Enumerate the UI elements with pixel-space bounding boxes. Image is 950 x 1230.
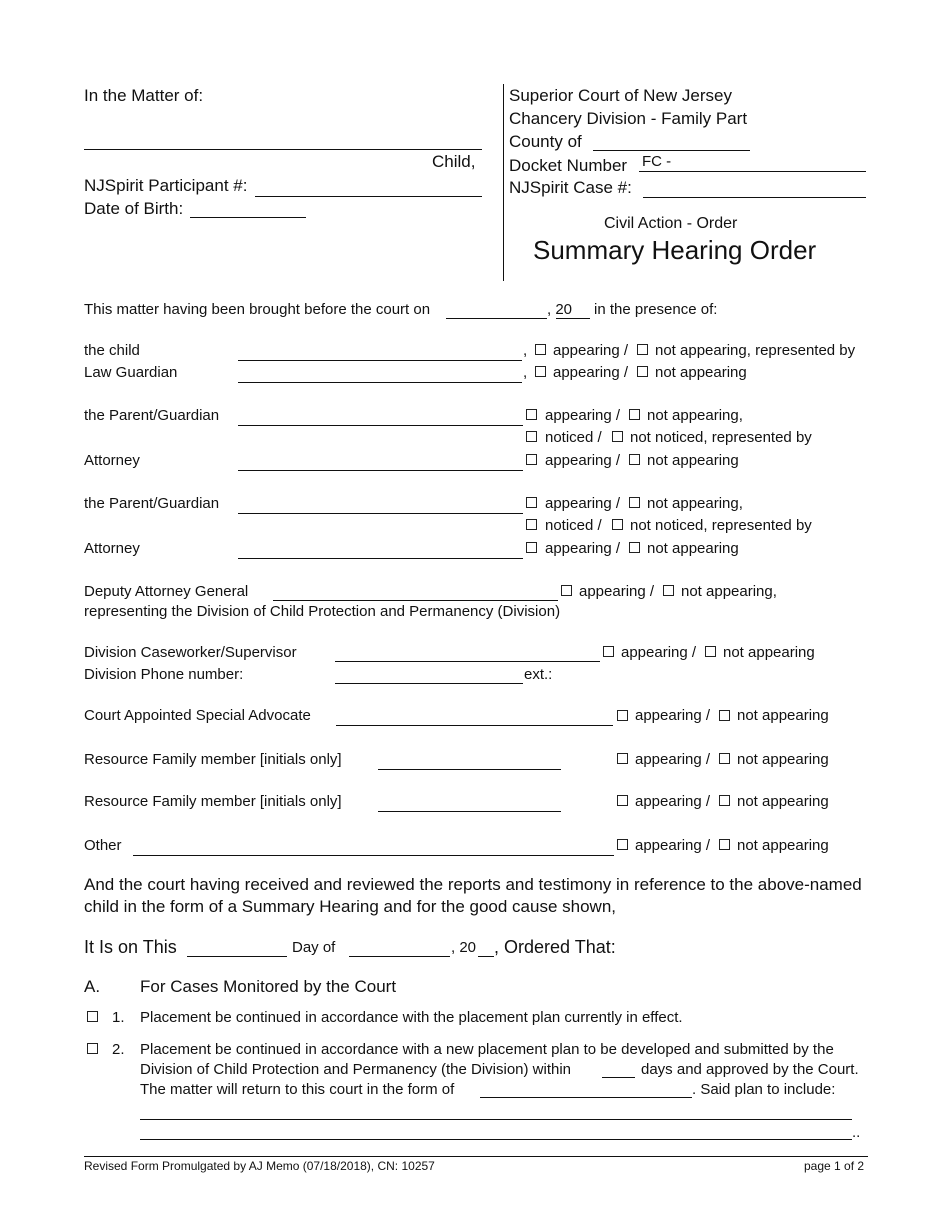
- item2-line2a: Division of Child Protection and Permanency (the Division) within: [140, 1061, 572, 1078]
- not-appearing-label: not appearing: [737, 793, 829, 810]
- item2-line3a: The matter will return to this court in the form of: [140, 1081, 455, 1098]
- item2-line1: Placement be continued in accordance with a new placement plan to be developed and submitted by the: [140, 1041, 834, 1058]
- child-party-field[interactable]: [238, 360, 522, 361]
- resource-family1-label: Resource Family member [initials only]: [84, 751, 342, 768]
- appearing-label: appearing /: [635, 707, 711, 724]
- parent2-appearing-checkbox[interactable]: [526, 497, 537, 508]
- attorney2-label: Attorney: [84, 540, 140, 557]
- dag-not-appearing-checkbox[interactable]: [663, 585, 674, 596]
- not-appearing-label: not appearing,: [681, 583, 777, 600]
- parent2-not-noticed-checkbox[interactable]: [612, 519, 623, 530]
- caption-divider: [503, 84, 504, 281]
- in-matter-of-label: In the Matter of:: [84, 86, 204, 105]
- parent1-not-appearing-checkbox[interactable]: [629, 409, 640, 420]
- intro-text: This matter having been brought before the court on: [84, 301, 431, 318]
- other-field[interactable]: [133, 855, 614, 856]
- appearing-label: appearing /: [545, 452, 621, 469]
- ext-label: ext.:: [524, 666, 553, 683]
- rf2-not-appearing-checkbox[interactable]: [719, 795, 730, 806]
- dag-field[interactable]: [273, 600, 558, 601]
- not-appearing-label: not appearing, represented by: [655, 342, 856, 359]
- phone-label: Division Phone number:: [84, 666, 244, 683]
- appearing-label: appearing /: [545, 540, 621, 557]
- court-name: Superior Court of New Jersey: [509, 86, 732, 105]
- order-year-field[interactable]: [478, 956, 494, 957]
- appearing-label: appearing /: [579, 583, 655, 600]
- hearing-year-field[interactable]: [556, 318, 590, 319]
- docket-number-field[interactable]: FC -: [639, 153, 866, 172]
- casa-field[interactable]: [336, 725, 613, 726]
- parent2-noticed-checkbox[interactable]: [526, 519, 537, 530]
- section-a-letter: A.: [84, 977, 101, 996]
- plan-days-field[interactable]: [602, 1077, 635, 1078]
- appearing-label: appearing /: [635, 793, 711, 810]
- plan-details-line2[interactable]: [140, 1139, 852, 1140]
- plan-details-line1[interactable]: [140, 1119, 852, 1120]
- parent2-not-appearing-checkbox[interactable]: [629, 497, 640, 508]
- civil-action-label: Civil Action - Order: [604, 215, 738, 232]
- parent1-field[interactable]: [238, 425, 523, 426]
- dob-label: Date of Birth:: [84, 199, 184, 218]
- appearing-label: appearing /: [545, 495, 621, 512]
- hearing-date-field[interactable]: [446, 318, 547, 319]
- case-number-field[interactable]: [643, 197, 866, 198]
- caseworker-not-appearing-checkbox[interactable]: [705, 646, 716, 657]
- other-appearing-checkbox[interactable]: [617, 839, 628, 850]
- footer-rule: [84, 1156, 868, 1157]
- county-field[interactable]: [593, 150, 750, 151]
- parent1-appearing-checkbox[interactable]: [526, 409, 537, 420]
- casa-label: Court Appointed Special Advocate: [84, 707, 311, 724]
- county-label: County of: [509, 132, 582, 151]
- resource-family2-label: Resource Family member [initials only]: [84, 793, 342, 810]
- docket-label: Docket Number: [509, 156, 628, 175]
- other-label: Other: [84, 837, 122, 854]
- dag-representing-text: representing the Division of Child Protection and Permanency (Division): [84, 603, 561, 620]
- footer-form-info: Revised Form Promulgated by AJ Memo (07/18/2018), CN: 10257: [84, 1159, 435, 1173]
- attorney2-appearing-checkbox[interactable]: [526, 542, 537, 553]
- parent1-not-noticed-checkbox[interactable]: [612, 431, 623, 442]
- not-appearing-label: not appearing: [737, 837, 829, 854]
- intro-suffix: in the presence of:: [594, 301, 718, 318]
- item1-checkbox[interactable]: [87, 1011, 98, 1022]
- attorney2-not-appearing-checkbox[interactable]: [629, 542, 640, 553]
- appearing-label: appearing /: [621, 644, 697, 661]
- item2-number: 2.: [112, 1041, 125, 1058]
- appearing-label: appearing /: [545, 407, 621, 424]
- it-is-on-label: It Is on This: [84, 937, 177, 957]
- appearing-label: appearing /: [553, 364, 629, 381]
- attorney1-label: Attorney: [84, 452, 140, 469]
- order-day-field[interactable]: [187, 956, 287, 957]
- case-number-label: NJSpirit Case #:: [509, 178, 632, 197]
- participant-label: NJSpirit Participant #:: [84, 176, 248, 195]
- ordered-label: , Ordered That:: [494, 937, 616, 957]
- noticed-label: noticed /: [545, 429, 602, 446]
- participant-number-field[interactable]: [255, 196, 482, 197]
- findings-paragraph: And the court having received and reviewed the reports and testimony in reference to the above-named child in the form of a Summary Hearing and for the good cause shown,: [84, 875, 862, 916]
- court-division: Chancery Division - Family Part: [509, 109, 748, 128]
- caseworker-appearing-checkbox[interactable]: [603, 646, 614, 657]
- casa-not-appearing-checkbox[interactable]: [719, 710, 730, 721]
- rf2-appearing-checkbox[interactable]: [617, 795, 628, 806]
- casa-appearing-checkbox[interactable]: [617, 710, 628, 721]
- caseworker-field[interactable]: [335, 661, 600, 662]
- not-appearing-label: not appearing: [737, 751, 829, 768]
- appearing-label: appearing /: [635, 837, 711, 854]
- noticed-label: noticed /: [545, 517, 602, 534]
- item2-checkbox[interactable]: [87, 1043, 98, 1054]
- footer-page-number: page 1 of 2: [804, 1159, 865, 1173]
- rf1-not-appearing-checkbox[interactable]: [719, 753, 730, 764]
- caseworker-label: Division Caseworker/Supervisor: [84, 644, 297, 661]
- not-appearing-label: not appearing,: [647, 495, 743, 512]
- item1-number: 1.: [112, 1009, 125, 1026]
- other-not-appearing-checkbox[interactable]: [719, 839, 730, 850]
- resource-family2-field[interactable]: [378, 811, 561, 812]
- child-party-label: the child: [84, 342, 140, 359]
- appearing-label: appearing /: [635, 751, 711, 768]
- comma: ,: [523, 364, 528, 381]
- parent2-field[interactable]: [238, 513, 523, 514]
- law-guardian-not-appearing-checkbox[interactable]: [637, 366, 648, 377]
- not-noticed-label: not noticed, represented by: [630, 429, 812, 446]
- child-appearing-checkbox[interactable]: [535, 344, 546, 355]
- order-month-field[interactable]: [349, 956, 450, 957]
- comma: ,: [523, 342, 528, 359]
- child-label: Child,: [432, 152, 476, 171]
- law-guardian-appearing-checkbox[interactable]: [535, 366, 546, 377]
- attorney1-field[interactable]: [238, 470, 523, 471]
- item2-line2b: days and approved by the Court.: [641, 1061, 859, 1078]
- not-appearing-label: not appearing: [737, 707, 829, 724]
- not-appearing-label: not appearing: [647, 452, 739, 469]
- attorney2-field[interactable]: [238, 558, 523, 559]
- not-appearing-label: not appearing: [655, 364, 747, 381]
- rf1-appearing-checkbox[interactable]: [617, 753, 628, 764]
- child-name-field[interactable]: [84, 149, 482, 150]
- child-not-appearing-checkbox[interactable]: [637, 344, 648, 355]
- parent2-label: the Parent/Guardian: [84, 495, 220, 512]
- not-appearing-label: not appearing: [723, 644, 815, 661]
- law-guardian-label: Law Guardian: [84, 364, 178, 381]
- item1-text: Placement be continued in accordance with the placement plan currently in effect.: [140, 1009, 683, 1026]
- parent1-noticed-checkbox[interactable]: [526, 431, 537, 442]
- plan-end-mark: ..: [852, 1124, 861, 1141]
- appearing-label: appearing /: [553, 342, 629, 359]
- parent1-label: the Parent/Guardian: [84, 407, 220, 424]
- not-appearing-label: not appearing: [647, 540, 739, 557]
- attorney1-appearing-checkbox[interactable]: [526, 454, 537, 465]
- item2-line3b: . Said plan to include:: [692, 1081, 836, 1098]
- phone-field[interactable]: [335, 683, 523, 684]
- dob-field[interactable]: [190, 217, 306, 218]
- intro-year-prefix: , 20: [547, 301, 573, 318]
- not-appearing-label: not appearing,: [647, 407, 743, 424]
- order-year-prefix: , 20: [451, 939, 477, 956]
- section-a-heading: For Cases Monitored by the Court: [140, 977, 397, 996]
- day-of-label: Day of: [292, 939, 336, 956]
- attorney1-not-appearing-checkbox[interactable]: [629, 454, 640, 465]
- return-form-field[interactable]: [480, 1097, 692, 1098]
- resource-family1-field[interactable]: [378, 769, 561, 770]
- page-title: Summary Hearing Order: [533, 235, 817, 265]
- not-noticed-label: not noticed, represented by: [630, 517, 812, 534]
- dag-appearing-checkbox[interactable]: [561, 585, 572, 596]
- dag-label: Deputy Attorney General: [84, 583, 249, 600]
- law-guardian-field[interactable]: [238, 382, 522, 383]
